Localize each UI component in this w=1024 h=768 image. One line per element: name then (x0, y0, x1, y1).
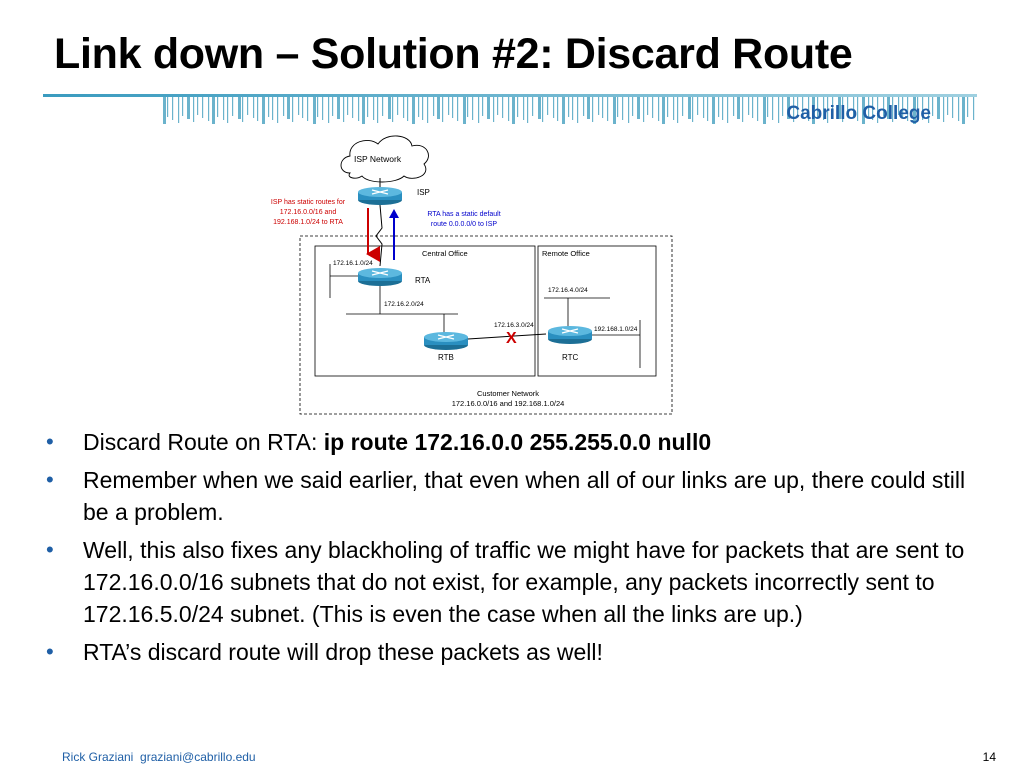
subnet-172-16-3: 172.16.3.0/24 (494, 322, 534, 329)
rta-router-icon (358, 268, 402, 286)
rta-label: RTA (415, 276, 431, 285)
bullet-dot-icon: • (46, 537, 54, 562)
page-number: 14 (982, 750, 996, 764)
central-office-label: Central Office (422, 249, 468, 258)
isp-note-line-3: 192.168.1.0/24 to RTA (273, 219, 343, 226)
isp-note-line-1: ISP has static routes for (270, 199, 346, 206)
bullet-item (46, 534, 966, 630)
subnet-172-16-2: 172.16.2.0/24 (384, 301, 424, 308)
author-name: Rick Graziani (62, 750, 134, 764)
brand-cabrillo-college: Cabrillo College (786, 103, 931, 124)
rtc-router-icon (548, 326, 592, 344)
isp-router-icon (358, 187, 402, 205)
customer-network-line-1: Customer Network (476, 389, 540, 398)
footer-author (62, 750, 256, 764)
subnet-172-16-1: 172.16.1.0/24 (333, 260, 373, 267)
customer-network-line-2: 172.16.0.0/16 and 192.168.1.0/24 (451, 399, 565, 408)
rtc-label: RTC (562, 353, 579, 362)
subnet-172-16-4: 172.16.4.0/24 (548, 287, 588, 294)
bullet-item (46, 464, 966, 528)
isp-rta-link (376, 205, 382, 266)
bullet-text: Well, this also fixes any blackholing of traffic we might have for packets that are sent to 172.16.0.0/16 subnets that do not exist, for example, any packets incorrectly sent to 172.16.5.0/24 subnet. (This is even the case when all the links are up.) (83, 537, 965, 627)
bullet-dot-icon: • (46, 429, 54, 454)
subnet-192-168-1: 192.168.1.0/24 (594, 326, 638, 333)
remote-office-label: Remote Office (542, 249, 590, 258)
bullet-command: ip route 172.16.0.0 255.255.0.0 null0 (323, 429, 712, 455)
network-diagram (240, 128, 720, 420)
rta-note-line-1: RTA has a static default (427, 211, 501, 218)
remote-office-box (538, 246, 656, 376)
link-down-mark: X (506, 330, 517, 347)
bullet-list (46, 426, 966, 674)
rta-note-line-2: route 0.0.0.0/0 to ISP (430, 221, 498, 228)
author-email: graziani@cabrillo.edu (140, 750, 256, 764)
isp-note-line-2: 172.16.0.0/16 and (279, 209, 337, 216)
bullet-dot-icon: • (46, 639, 54, 664)
bullet-text: RTA’s discard route will drop these packets as well! (83, 639, 603, 665)
rtb-router-icon (424, 332, 468, 350)
bullet-item (46, 636, 966, 668)
bullet-item (46, 426, 966, 458)
isp-router-label: ISP (417, 188, 430, 197)
bullet-text: Discard Route on RTA: (83, 429, 324, 455)
slide-title: Link down – Solution #2: Discard Route (54, 30, 853, 78)
bullet-dot-icon: • (46, 467, 54, 492)
isp-network-label: ISP Network (354, 154, 402, 164)
bullet-text: Remember when we said earlier, that even when all of our links are up, there could still be a problem. (83, 467, 966, 525)
rtb-label: RTB (438, 353, 454, 362)
